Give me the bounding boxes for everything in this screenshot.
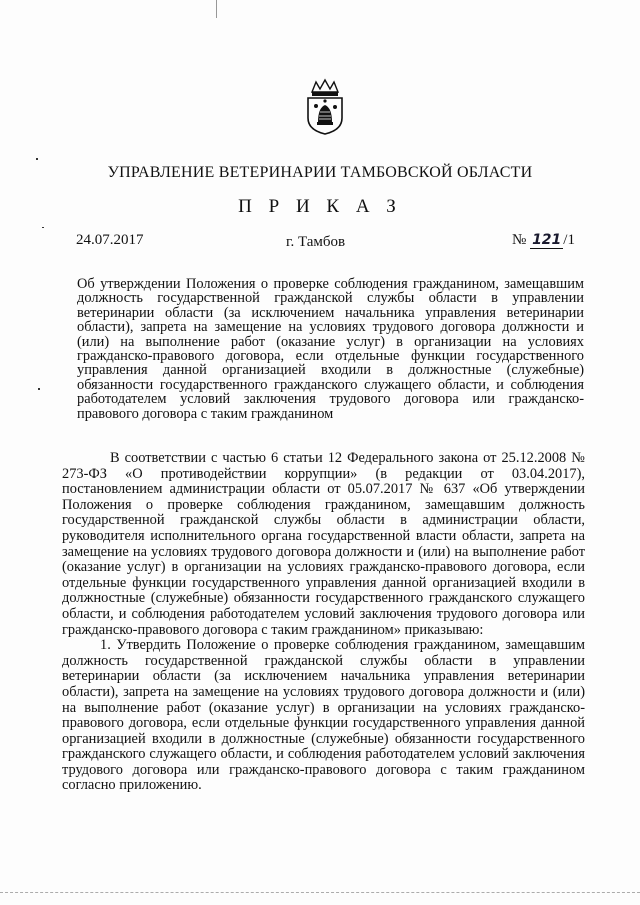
order-item-1: 1. Утвердить Положение о проверке соблюдения гражданином, замещавшим должность государственной гражданской службы области в управлении ветеринарии области (за исключением начальника управления ветеринарии области), запрета на замещение на условиях трудового договора должности и (или) на выполнение работ (оказание услуг) в организации на условиях гражданско-правового договора, если отдельные функции государственного управления данной организацией входили в должностные (служебные) обязанности государственного гражданского служащего области, и соблюдения работодателем условий заключения трудового договора или гражданско-правового договора с таким гражданином согласно приложению. bbox=[62, 637, 585, 794]
order-number bbox=[512, 232, 575, 249]
scan-speck bbox=[42, 227, 44, 228]
order-preamble: В соответствии с частью 6 статьи 12 Федерального закона от 25.12.2008 № 273-ФЗ «О противодействии коррупции» (в редакции от 03.04.2017), постановлением администрации области от 05.07.2017 № 637 «Об утверждении Положения о проверке соблюдения гражданином, замещавшим должность государственной гражданской службы области в администрации области, руководителя исполнительного органа государственной власти области, запрета на замещение на условиях трудового договора должности и (или) на выполнение работ (оказание услуг) в организации на условиях гражданско-правового договора, если отдельные функции государственного управления данной организацией входили в должностные (служебные) обязанности государственного гражданского служащего области, и соблюдения работодателем условий заключения трудового договора или гражданско-правового договора с таким гражданином» приказываю: bbox=[62, 450, 585, 638]
document-type-title: П Р И К А З bbox=[238, 196, 402, 217]
order-number-suffix: /1 bbox=[563, 232, 575, 248]
order-date: 24.07.2017 bbox=[76, 232, 144, 248]
order-city: г. Тамбов bbox=[286, 234, 346, 250]
order-subject: Об утверждении Положения о проверке соблюдения гражданином, замещавшим должность государственной гражданской службы области в управлении ветеринарии области (за исключением начальника управления ветеринарии области), запрета на замещение на условиях трудового договора должности и (или) на выполнение работ (оказание услуг) в организации на условиях гражданско-правового договора, если отдельные функции государственного управления данной организацией входили в должностные (служебные) обязанности государственного гражданского служащего области, и соблюдения работодателем условий заключения трудового договора или гражданско-правового договора с таким гражданином bbox=[77, 276, 584, 422]
coat-of-arms-icon bbox=[304, 78, 346, 136]
order-number-prefix: № bbox=[512, 232, 527, 248]
scan-speck bbox=[36, 158, 38, 160]
agency-name: УПРАВЛЕНИЕ ВЕТЕРИНАРИИ ТАМБОВСКОЙ ОБЛАСТИ bbox=[107, 164, 533, 181]
order-number-handwritten: 121 bbox=[532, 232, 562, 248]
scan-speck bbox=[38, 388, 40, 390]
scan-edge-mark bbox=[216, 0, 217, 18]
order-body bbox=[62, 451, 585, 794]
scan-bottom-edge bbox=[0, 892, 640, 894]
